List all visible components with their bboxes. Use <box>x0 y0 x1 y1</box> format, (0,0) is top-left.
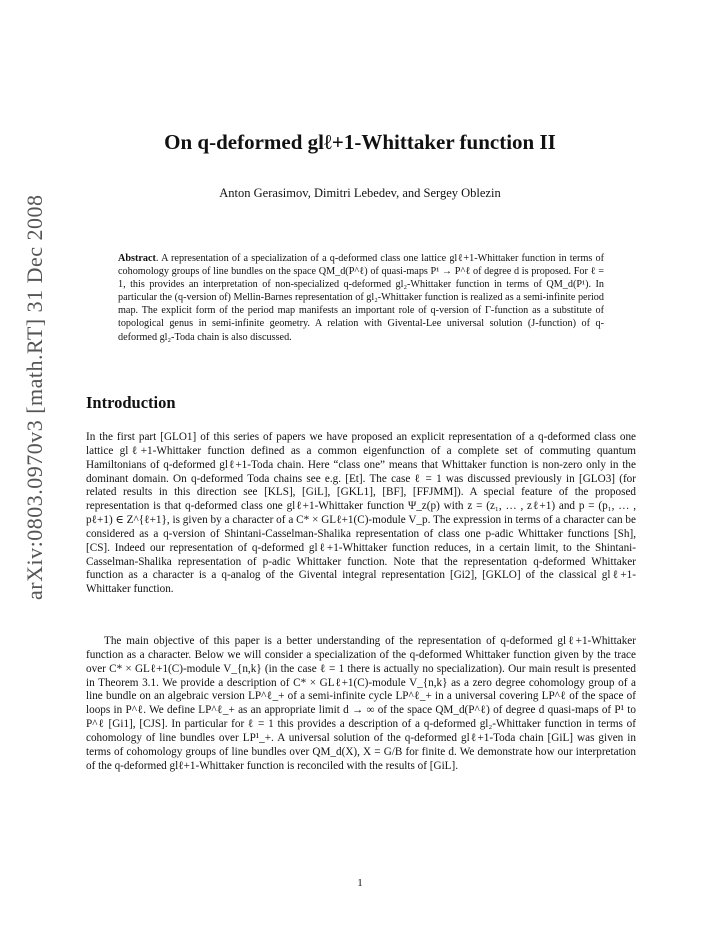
intro-paragraph-1: In the first part [GLO1] of this series of papers we have proposed an explicit representation of a q-deformed class one lattice glℓ+1-Whittaker function defined as a common eigenfunction of a complete set of commuting quantum Hamiltonians of q-deformed glℓ+1-Toda chain. Here “class one” means that Whittaker function is non-zero only in the dominant domain. On q-deformed Toda chains see e.g. [Et]. The case ℓ = 1 was discussed previously in [GLO3] (for related results in this direction see [KLS], [GiL], [GKL1], [BF], [FFJMM]). A special feature of the proposed representation is that q-deformed class one glℓ+1-Whittaker function Ψ_z(p) with z = (z₁, … , zℓ+1) and p = (p₁, … , pℓ+1) ∈ Z^{ℓ+1}, is given by a character of a C* × GLℓ+1(C)-module V_p. The expression in terms of a character can be considered as a q-version of Shintani-Casselman-Shalika representation of class one p-adic Whittaker functions [Sh], [CS]. Indeed our representation of q-deformed glℓ+1-Whittaker function reduces, in a certain limit, to the Shintani-Casselman-Shalika representation of p-adic Whittaker function. Note that the representation q-deformed Whittaker function as a character is a q-analog of the Givental integral representation [Gi2], [GKLO] of the classical glℓ+1-Whittaker function. <box>86 431 636 596</box>
paper-authors: Anton Gerasimov, Dimitri Lebedev, and Sergey Oblezin <box>219 186 501 200</box>
abstract-label: Abstract <box>118 253 156 264</box>
section-heading-introduction: Introduction <box>86 393 176 412</box>
page-number: 1 <box>357 877 363 889</box>
abstract-text: . A representation of a specialization of a q-deformed class one lattice glℓ+1-Whittaker function in terms of cohomology groups of line bundles on the space QM_d(P^ℓ) of quasi-maps P¹ → P^ℓ of degree d is proposed. For ℓ = 1, this provides an interpretation of non-specialized q-deformed gl₂-Whittaker function in terms of QM_d(P¹). In particular the (q-version of) Mellin-Barnes representation of gl₂-Whittaker function is realized as a semi-infinite period map. The explicit form of the period map manifests an important role of q-version of Γ-function as a substitute of topological genus in semi-infinite geometry. A relation with Givental-Lee universal solution (J-function) of q-deformed gl₂-Toda chain is also discussed. <box>118 253 604 343</box>
abstract <box>118 252 604 344</box>
arxiv-identifier: arXiv:0803.0970v3 [math.RT] 31 Dec 2008 <box>22 194 47 600</box>
intro-paragraph-2: The main objective of this paper is a better understanding of the representation of q-deformed glℓ+1-Whittaker function as a character. Below we will consider a specialization of the q-deformed Whittaker function given by the trace over C* × GLℓ+1(C)-module V_{n,k} (in the case ℓ = 1 there is actually no specialization). Our main result is presented in Theorem 3.1. We provide a description of C* × GLℓ+1(C)-module V_{n,k} as a zero degree cohomology group of a line bundle on an algebraic version LP^ℓ_+ of a semi-infinite cycle LP^ℓ_+ in a universal covering LP^ℓ of the space of loops in P^ℓ. We define LP^ℓ_+ as an appropriate limit d → ∞ of the space QM_d(P^ℓ) of degree d quasi-maps of P¹ to P^ℓ [Gi1], [CJS]. In particular for ℓ = 1 this provides a description of a q-deformed gl₂-Whittaker function in terms of cohomology of line bundles over LP¹_+. A universal solution of the q-deformed glℓ+1-Toda chain [GiL] was given in terms of cohomology groups of line bundles over QM_d(X), X = G/B for finite d. We demonstrate how our interpretation of the q-deformed glℓ+1-Whittaker function is reconciled with the results of [GiL]. <box>86 635 636 772</box>
paper-title: On q-deformed glℓ+1-Whittaker function II <box>164 130 556 154</box>
